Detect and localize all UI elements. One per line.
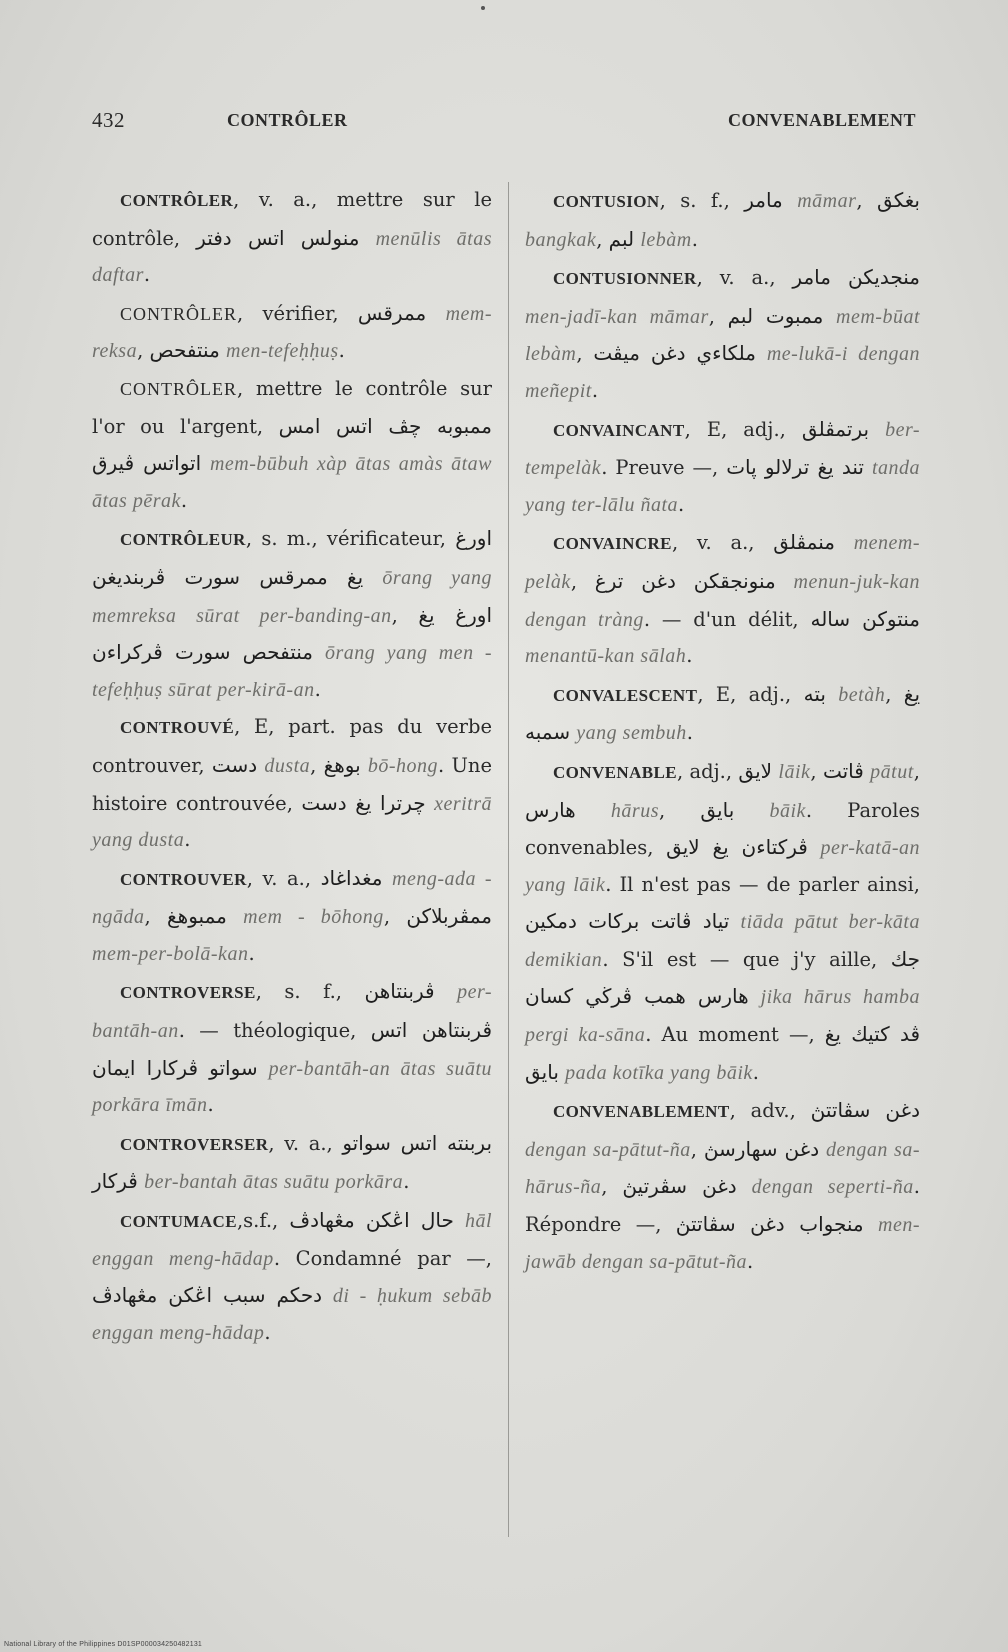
definition-text <box>869 418 885 441</box>
transliteration: hārus <box>610 799 659 822</box>
definition-text <box>258 1057 269 1080</box>
definition-text <box>426 792 434 815</box>
transliteration: mem-būbuh xàp ātas amàs ātaw ātas pērak <box>92 453 492 512</box>
headword: CONTUMACE <box>120 1212 237 1232</box>
jawi-text: ڤركتاءن يغ لايق <box>666 835 808 860</box>
jawi-text: ڤربنتاهن <box>364 979 435 1004</box>
definition-text: , <box>576 342 594 366</box>
definition-text <box>756 342 767 365</box>
definition-text: , s. f., <box>659 189 745 212</box>
jawi-text: تياد ڤاتت بركات دمكين <box>525 909 730 934</box>
definition-text <box>426 302 445 325</box>
definition-text: , <box>383 905 407 929</box>
definition-text <box>864 1213 878 1236</box>
definition-text: . Paroles convenables, <box>525 798 920 860</box>
transliteration: di - ḥukum sebāb enggan meng-hādap <box>92 1285 493 1344</box>
jawi-text: دحكم سبب اڠكن مڠهادڤ <box>92 1283 323 1308</box>
definition-text: , <box>913 759 920 783</box>
definition-text <box>737 1175 752 1198</box>
definition-text <box>734 799 769 822</box>
transliteration: pada kotīka yang bāik <box>565 1061 753 1084</box>
running-head <box>92 108 916 138</box>
transliteration: bāik <box>769 799 806 822</box>
right-guide-word: CONVENABLEMENT <box>727 110 916 130</box>
column-divider <box>508 182 509 1537</box>
dictionary-entry <box>92 371 492 519</box>
definition-text: , s. m., vérificateur, <box>245 527 456 551</box>
definition-text: . <box>338 339 345 363</box>
transliteration: tiāda pātut ber-kāta demikian <box>525 911 920 971</box>
headword-subsense: CONTRÔLER <box>120 303 237 324</box>
transliteration: men-jadī-kan māmar <box>525 305 709 328</box>
dictionary-entry <box>92 973 492 1123</box>
dictionary-entry <box>525 182 920 258</box>
jawi-text: ممبوهغ <box>167 904 227 929</box>
left-column <box>92 182 492 1352</box>
transliteration: dengan sa-pātut-ña <box>525 1138 691 1161</box>
transliteration: māmar <box>797 190 857 212</box>
jawi-text: مامر <box>744 188 783 212</box>
definition-text: . <box>678 492 685 516</box>
transliteration: dengan seperti-ña <box>751 1176 914 1199</box>
definition-text <box>363 566 382 589</box>
transliteration: pātut <box>870 760 914 783</box>
definition-text: . <box>264 1320 271 1344</box>
dictionary-entry <box>92 709 492 858</box>
headword: CONTROUVER <box>120 869 247 889</box>
transliteration: men-tefeḥḥuṣ <box>226 340 339 363</box>
definition-text: . <box>403 1170 410 1194</box>
definition-text: , <box>856 189 878 212</box>
jawi-text: لايق <box>738 758 773 783</box>
transliteration: lāik <box>778 760 811 783</box>
headword: CONVENABLEMENT <box>553 1102 730 1122</box>
definition-text: , <box>658 798 701 822</box>
definition-text <box>454 1209 465 1232</box>
definition-text: , <box>810 759 823 783</box>
definition-text <box>776 570 794 593</box>
transliteration: per-katā-an yang lāik <box>525 837 921 896</box>
transliteration: mem - bōhong <box>243 906 384 929</box>
page-number: 432 <box>92 108 125 132</box>
headword: CONTROVERSER <box>120 1134 269 1154</box>
definition-text: , <box>391 603 419 627</box>
definition-text: . <box>180 488 188 512</box>
definition-text: . — d'un délit, <box>643 607 811 631</box>
transliteration: menantū-kan sālah <box>525 645 687 668</box>
definition-text: . <box>747 1249 754 1273</box>
definition-text <box>864 456 872 479</box>
definition-text: . S'il est — que j'y aille, <box>602 947 891 971</box>
transliteration: me-lukā-i dengan meñepit <box>525 343 920 402</box>
jawi-text: برتمڤلق <box>801 416 870 441</box>
definition-text: , <box>310 753 324 777</box>
definition-text: , vérifier, <box>237 301 358 325</box>
definition-text: , <box>144 905 168 929</box>
headword: CONTROVERSE <box>120 983 256 1003</box>
definition-text <box>808 836 821 859</box>
headword: CONVAINCANT <box>553 420 685 440</box>
transliteration: bangkak <box>525 228 597 251</box>
transliteration: hāl enggan meng-hādap <box>92 1210 493 1270</box>
jawi-text: ممبوت لبم <box>727 303 824 328</box>
jawi-text: هارس <box>525 797 576 822</box>
definition-text <box>729 910 740 933</box>
definition-text: , E, part. pas du verbe controuver, <box>92 715 492 777</box>
jawi-text: لبم <box>608 226 635 251</box>
jawi-text: منمڤلق <box>773 530 835 555</box>
jawi-text: بغكق <box>877 188 920 212</box>
definition-text <box>783 189 797 212</box>
jawi-text: ڤاتت <box>822 758 864 783</box>
transliteration: ōrang yang memreksa sūrat per-banding-an <box>92 566 492 627</box>
jawi-text: بربنته اتس سواتو ڤركار <box>92 1130 493 1194</box>
jawi-text: ممبوبه چڤ اتس امس اتواتس ڤيرق <box>92 413 492 476</box>
definition-text <box>826 683 838 706</box>
jawi-text: بوهغ <box>323 752 361 777</box>
definition-text <box>819 1138 826 1161</box>
jawi-text: ملكاءي دغن ميڤت <box>593 341 757 366</box>
definition-text <box>823 305 836 328</box>
dictionary-entry <box>525 411 920 524</box>
jawi-text: بته <box>803 681 826 706</box>
jawi-text: ممرقس <box>357 300 427 325</box>
transliteration: dusta <box>264 754 311 777</box>
definition-text: , E, adj., <box>697 682 804 706</box>
jawi-text: منتوكن ساله <box>810 606 921 631</box>
definition-text: ,s.f., <box>236 1209 290 1233</box>
definition-text: , v. a., mettre sur le contrôle, <box>92 188 492 250</box>
definition-text: . <box>314 677 321 701</box>
definition-text: , <box>601 1175 623 1199</box>
definition-text: . <box>686 721 693 745</box>
transliteration: menun-juk-kan dengan tràng <box>525 570 920 631</box>
definition-text <box>361 754 368 777</box>
dictionary-entry <box>525 1092 920 1280</box>
jawi-text: منجواب دغن سڤاتتڽ <box>675 1212 864 1237</box>
dictionary-entry <box>92 182 492 294</box>
transliteration: jika hārus hamba pergi ka-sāna <box>525 986 921 1047</box>
definition-text <box>749 985 761 1008</box>
definition-text <box>835 531 854 554</box>
definition-text: , <box>690 1137 704 1161</box>
definition-text: , v. a., <box>246 866 321 890</box>
definition-text: , v. a., <box>671 531 774 555</box>
definition-text: , adj., <box>676 759 739 783</box>
definition-text: . Au moment —, <box>645 1023 825 1047</box>
jawi-text: دغن سڤرتيڽ <box>622 1174 737 1199</box>
transliteration: bō-hong <box>367 754 439 777</box>
definition-text <box>227 905 243 928</box>
transliteration: per-bantāh-an ātas suātu porkāra īmān <box>92 1057 492 1117</box>
jawi-text: منونجقكن دغن ترغ <box>594 568 776 593</box>
definition-text: . Une histoire controuvée, <box>92 753 492 815</box>
jawi-text: ڤد كتيك يغ بايق <box>525 1022 921 1084</box>
headword: CONTUSION <box>553 192 660 211</box>
definition-text: . — théologique, <box>178 1019 371 1043</box>
scan-footer: National Library of the Philippines D01SP000034250482131 <box>4 1641 203 1648</box>
jawi-text: مغداغاد <box>320 865 383 890</box>
jawi-text: اورغ يغ ممرقس سورت ڤربنديغن <box>92 526 492 589</box>
dictionary-entry <box>92 295 492 370</box>
definition-text: , <box>596 227 609 251</box>
definition-text: , v. a., <box>696 266 793 290</box>
jawi-text: ڤربنتاهن اتس سواتو ڤركارا ايمان <box>92 1018 492 1080</box>
transliteration: menūlis ātas daftar <box>92 227 492 287</box>
dictionary-entry <box>92 1125 492 1201</box>
definition-text: , <box>885 682 904 706</box>
transliteration: ōrang yang men - tefeḥḥuṣ sūrat per-kirā-an <box>92 642 493 701</box>
right-column <box>525 182 920 1281</box>
print-speck <box>481 6 485 10</box>
definition-text: . <box>591 378 599 402</box>
jawi-text: يغ سمبه <box>525 681 921 745</box>
definition-text: , <box>570 569 595 593</box>
jawi-text: حال اڠكن مڠهادڤ <box>289 1208 454 1233</box>
jawi-text: چرترا يغ دست <box>301 790 426 815</box>
jawi-text: دست <box>211 752 258 777</box>
definition-text <box>322 1284 333 1307</box>
definition-text: . <box>691 227 698 251</box>
transliteration: mem-būat lebàm <box>525 305 920 366</box>
dictionary-entry <box>92 860 492 973</box>
left-guide-word: CONTRÔLER <box>227 110 348 130</box>
jawi-text: ممڤربلاكن <box>406 904 493 929</box>
jawi-text: دغن سهارسڽ <box>703 1136 820 1161</box>
definition-text: . Il n'est pas — de parler ainsi, <box>605 872 920 896</box>
dictionary-entry <box>525 259 920 409</box>
headword: CONTRÔLEUR <box>120 530 246 550</box>
definition-text <box>201 452 210 475</box>
dictionary-entry <box>92 520 492 708</box>
dictionary-entry <box>92 1202 492 1351</box>
dictionary-entry <box>525 524 920 674</box>
definition-text <box>313 641 325 664</box>
definition-text: , <box>708 304 728 328</box>
transliteration: betàh <box>838 683 886 706</box>
jawi-text: اورغ يغ منتفحص سورت ڤركراءن <box>92 602 492 665</box>
definition-text: , E, adj., <box>684 417 802 441</box>
definition-text <box>382 867 392 890</box>
headword: CONVALESCENT <box>553 685 698 705</box>
dictionary-entry <box>525 676 920 752</box>
definition-text: . <box>207 1093 214 1117</box>
headword: CONVENABLE <box>553 762 677 782</box>
definition-text: . <box>143 263 151 287</box>
dictionary-entry <box>525 753 920 1091</box>
transliteration: lebàm <box>640 228 692 251</box>
transliteration: yang sembuh <box>576 722 687 745</box>
headword: CONTRÔLER <box>120 191 234 210</box>
transliteration: menem-pelàk <box>525 532 921 593</box>
jawi-text: تند يغ ترلالو ڽات <box>726 455 864 480</box>
definition-text: , v. a., <box>268 1131 343 1155</box>
definition-text: . <box>248 941 255 965</box>
definition-text: . <box>752 1060 759 1084</box>
transliteration: mem-per-bolā-kan <box>92 942 249 965</box>
definition-text: . Condamné par —, <box>273 1246 492 1270</box>
transliteration: meng-ada - ngāda <box>92 867 493 929</box>
definition-text: . <box>184 828 191 852</box>
transliteration: mem-reksa <box>92 302 493 363</box>
definition-text <box>435 980 457 1003</box>
jawi-text: منتفحص <box>149 338 220 363</box>
transliteration: xeritrā yang dusta <box>92 792 492 852</box>
definition-text: , mettre le contrôle sur l'or ou l'argent, <box>92 376 492 438</box>
transliteration: tanda yang ter-lālu ñata <box>525 457 921 516</box>
transliteration: ber-bantah ātas suātu porkāra <box>144 1171 404 1194</box>
transliteration: men-jawāb dengan sa-pātut-ña <box>525 1214 920 1273</box>
transliteration: dengan sa-hārus-ña <box>525 1138 920 1199</box>
definition-text: , s. f., <box>255 980 365 1004</box>
headword: CONVAINCRE <box>553 534 672 554</box>
jawi-text: بايق <box>700 797 735 822</box>
headword: CONTROUVÉ <box>120 718 235 738</box>
jawi-text: جك هارس همب ڤرڬي كسان <box>525 946 920 1009</box>
headword: CONTUSIONNER <box>553 269 697 289</box>
jawi-text: منولس اتس دفتر <box>196 225 360 250</box>
definition-text <box>576 799 611 822</box>
definition-text: , <box>137 339 150 363</box>
headword-subsense: CONTRÔLER <box>120 378 237 399</box>
jawi-text: دغن سڤاتتڽ <box>810 1098 920 1123</box>
definition-text: . <box>686 644 693 668</box>
transliteration: ber-tempelàk <box>525 418 920 480</box>
definition-text <box>359 227 375 250</box>
transliteration: per-bantāh-an <box>92 981 492 1043</box>
definition-text: . Preuve —, <box>601 456 727 480</box>
definition-text: , adv., <box>729 1099 811 1123</box>
definition-text: . Répondre —, <box>525 1175 920 1237</box>
jawi-text: منجديكن مامر <box>792 265 921 290</box>
